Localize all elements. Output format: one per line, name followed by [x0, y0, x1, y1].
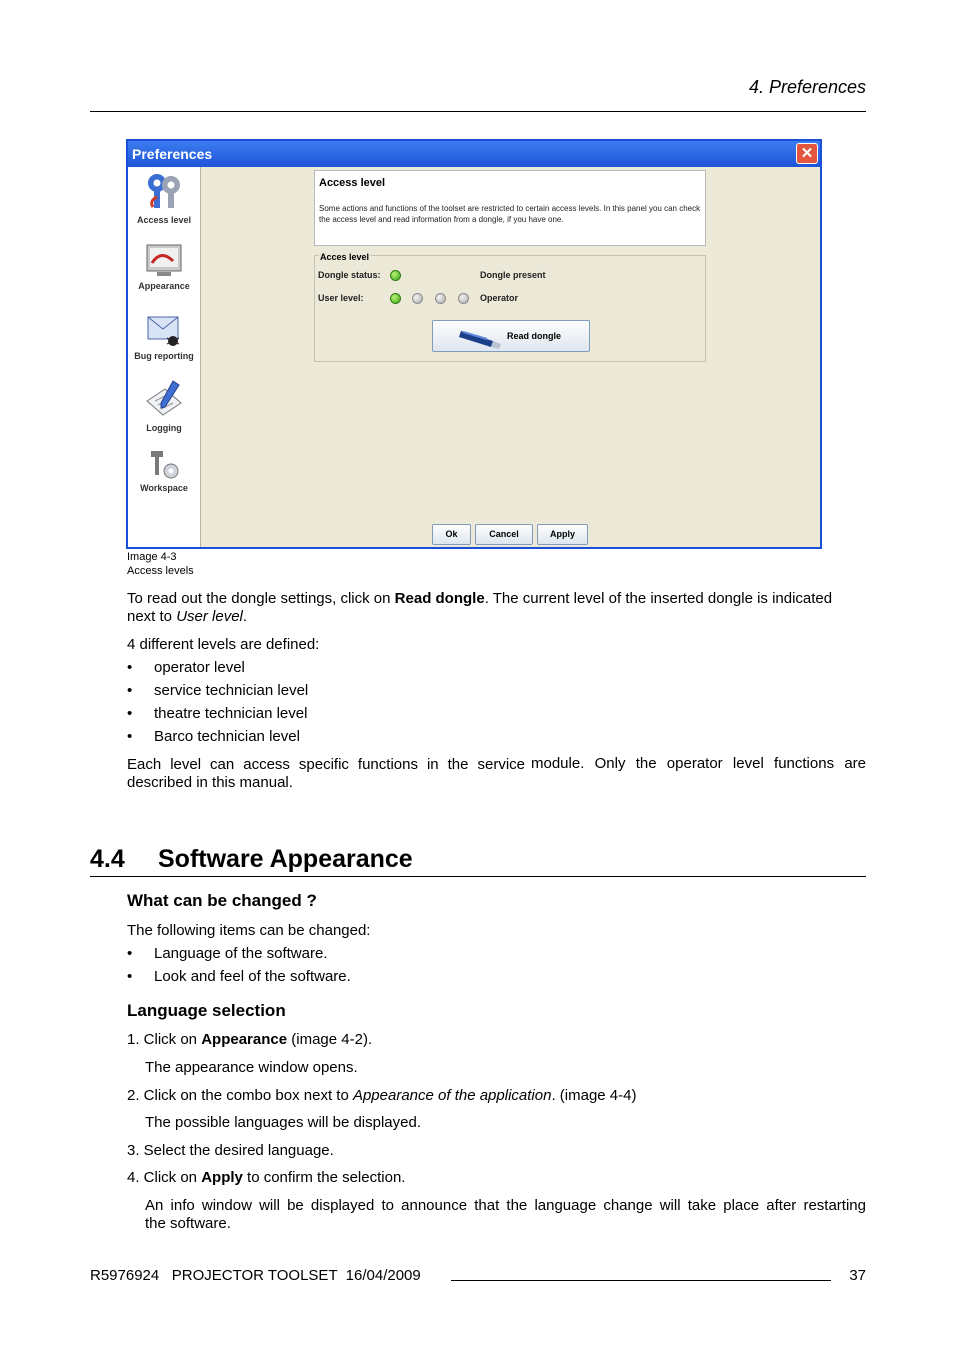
text-run-bold: Read dongle — [394, 590, 485, 607]
text-run-bold: Appearance — [201, 1031, 288, 1048]
group-legend: Acces level — [320, 252, 370, 262]
window-titlebar — [128, 141, 820, 167]
footer-doc-info: R5976924 PROJECTOR TOOLSET 16/04/2009 — [90, 1267, 421, 1284]
sidebar-item-label: Logging — [146, 423, 182, 433]
figure-caption: Access levels — [127, 565, 194, 577]
close-icon[interactable]: ✕ — [796, 143, 818, 164]
step-2 — [127, 1087, 636, 1105]
info-box — [314, 170, 706, 246]
cancel-button[interactable]: Cancel — [475, 524, 533, 545]
text-run-italic: User level — [176, 608, 243, 625]
text-run: . (image 4-4) — [551, 1087, 637, 1104]
notepad-pen-icon — [143, 379, 185, 419]
user-level-led-4-icon — [458, 293, 469, 304]
preferences-window-figure — [126, 139, 822, 549]
text-run: to confirm the selection. — [242, 1169, 406, 1186]
paragraph-read-dongle — [127, 590, 832, 608]
user-level-value: Operator — [480, 293, 519, 303]
paragraph-read-dongle-line2 — [127, 608, 247, 626]
dongle-status-value: Dongle present — [480, 270, 546, 280]
subheading-language-selection: Language selection — [127, 1001, 286, 1020]
levels-intro: 4 different levels are defined: — [127, 636, 320, 653]
list-item-text: theatre technician level — [154, 705, 308, 722]
sidebar-item-label: Bug reporting — [134, 351, 194, 361]
bullet-icon: • — [127, 945, 133, 962]
bullet-icon: • — [127, 682, 133, 699]
bullet-icon: • — [127, 968, 133, 985]
list-item-text: Look and feel of the software. — [154, 968, 351, 985]
step-4 — [127, 1169, 405, 1187]
monitor-icon — [143, 241, 185, 281]
dongle-status-led-icon — [390, 270, 401, 281]
usb-dongle-icon — [457, 325, 503, 349]
user-level-led-1-icon — [390, 293, 401, 304]
step-4-result-line1: An info window will be displayed to announce that the language change will take place after restarting — [145, 1197, 866, 1214]
user-level-led-2-icon — [412, 293, 423, 304]
paragraph-levels-line1b: module. Only the operator level functions are — [531, 755, 866, 772]
dongle-status-label: Dongle status: — [318, 270, 381, 280]
user-level-label: User level: — [318, 293, 364, 303]
step-3: 3. Select the desired language. — [127, 1142, 334, 1159]
step-1-result: The appearance window opens. — [145, 1059, 358, 1076]
bullet-icon: • — [127, 728, 133, 745]
panel-heading: Access level — [319, 177, 386, 189]
read-dongle-label: Read dongle — [507, 331, 562, 341]
page-number: 37 — [849, 1267, 866, 1284]
preferences-sidebar — [128, 167, 201, 547]
subheading-what-changed: What can be changed ? — [127, 891, 317, 910]
text-run: . — [242, 608, 248, 625]
header-rule — [90, 111, 866, 112]
keys-icon — [143, 171, 185, 211]
text-run: (image 4-2). — [287, 1031, 373, 1048]
step-4-result-line2: the software. — [145, 1215, 231, 1232]
text-run: To read out the dongle settings, click on — [127, 590, 395, 607]
footer-rule — [451, 1280, 831, 1281]
section-title: Software Appearance — [158, 845, 413, 873]
access-level-group — [314, 252, 706, 362]
window-title: Preferences — [132, 146, 213, 162]
read-dongle-button[interactable] — [432, 320, 590, 352]
sidebar-item-label: Appearance — [138, 281, 190, 291]
step-1 — [127, 1031, 372, 1049]
step-2-result: The possible languages will be displayed. — [145, 1114, 422, 1131]
panel-description: Some actions and functions of the toolset are restricted to certain access levels. In this panel you can check the access level and read information from a dongle, if you have one. — [319, 204, 701, 224]
text-run-italic: Appearance of the application — [352, 1087, 552, 1104]
list-item-text: operator level — [154, 659, 245, 676]
text-run: 4. Click on — [127, 1169, 202, 1186]
bullet-icon: • — [127, 659, 133, 676]
ok-button[interactable]: Ok — [432, 524, 471, 545]
text-run-bold: Apply — [201, 1169, 243, 1186]
paragraph-levels-line2: described in this manual. — [127, 774, 293, 791]
what-changed-intro: The following items can be changed: — [127, 922, 371, 939]
envelope-bug-icon — [143, 311, 185, 351]
user-level-led-3-icon — [435, 293, 446, 304]
text-run: next to — [127, 608, 177, 625]
paragraph-levels-line1a: Each level can access specific functions in the service — [127, 756, 525, 773]
tools-icon — [143, 447, 185, 487]
preferences-panel — [202, 167, 820, 547]
sidebar-item-label: Access level — [136, 215, 192, 225]
section-number: 4.4 — [90, 845, 125, 873]
list-item-text: service technician level — [154, 682, 309, 699]
text-run: 2. Click on the combo box next to — [127, 1087, 353, 1104]
list-item-text: Language of the software. — [154, 945, 328, 962]
section-rule — [90, 876, 866, 877]
bullet-icon: • — [127, 705, 133, 722]
apply-button[interactable]: Apply — [537, 524, 588, 545]
figure-number: Image 4-3 — [127, 551, 177, 563]
running-header: 4. Preferences — [748, 77, 866, 97]
text-run: . The current level of the inserted dongle is indicated — [484, 590, 833, 607]
sidebar-item-label: Workspace — [140, 483, 188, 493]
text-run: 1. Click on — [127, 1031, 202, 1048]
list-item-text: Barco technician level — [154, 728, 300, 745]
